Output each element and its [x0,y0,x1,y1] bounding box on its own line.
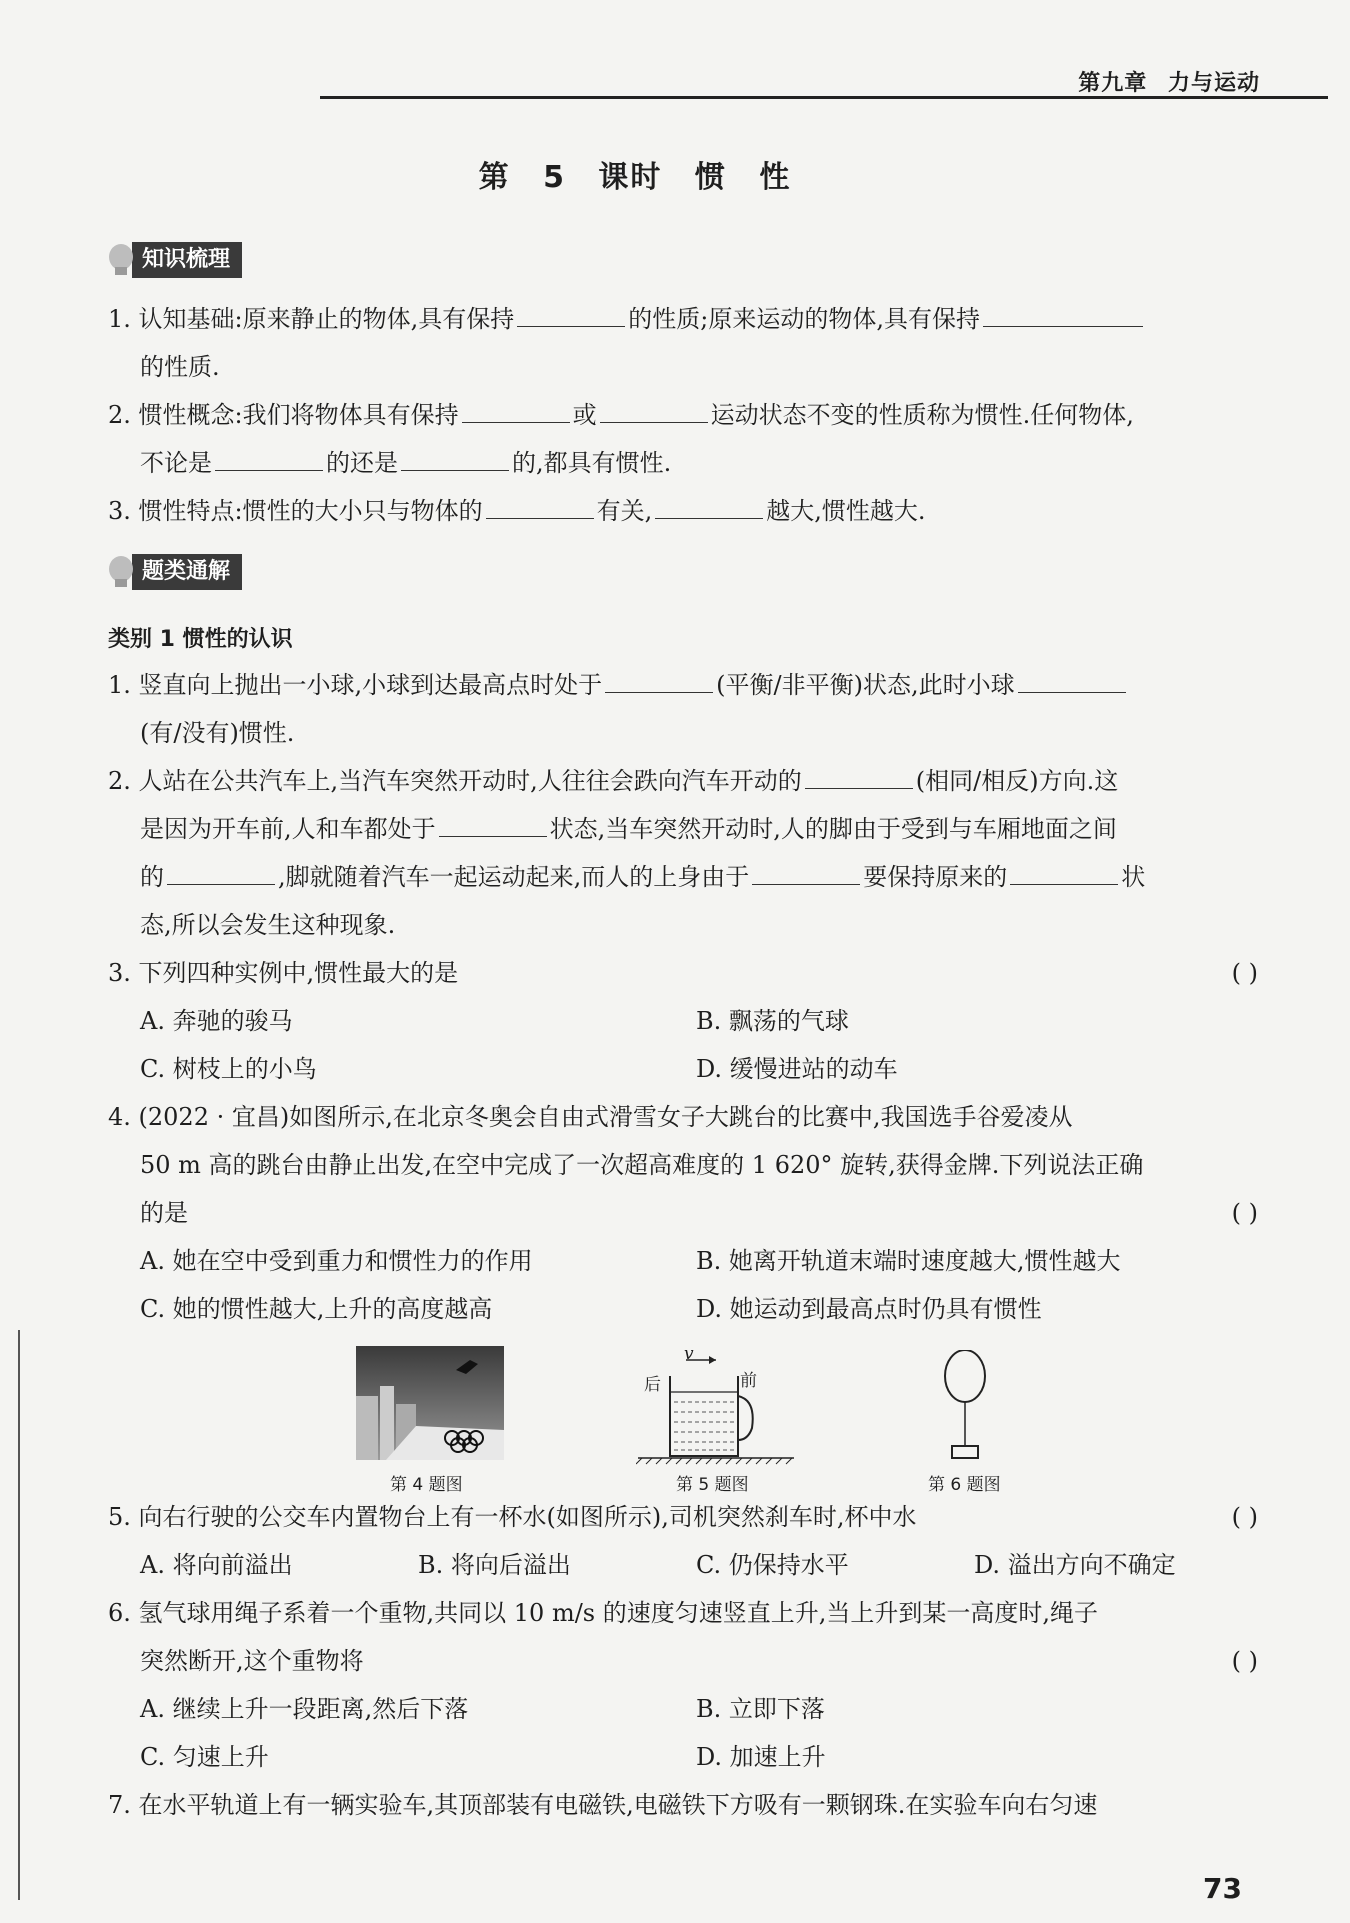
answer-paren[interactable]: ( ) [1231,1647,1258,1675]
answer-paren[interactable]: ( ) [1231,1503,1258,1531]
question-5: 5. 向右行驶的公交车内置物台上有一杯水(如图所示),司机突然刹车时,杯中水 [108,1503,917,1531]
question-2: 2. 人站在公共汽车上,当汽车突然开动时,人往往会跌向汽车开动的 (相同/相反)方向.这 [108,767,1119,795]
option-a[interactable]: A. 她在空中受到重力和惯性力的作用 [140,1247,533,1275]
question-3: 3. 下列四种实例中,惯性最大的是 [108,959,459,987]
option-d[interactable]: D. 加速上升 [696,1743,826,1771]
figure-5-caption: 第 5 题图 [676,1475,749,1495]
section-label: 知识梳理 [132,242,242,278]
question-2-cont-1: 是因为开车前,人和车都处于 状态,当车突然开动时,人的脚由于受到与车厢地面之间 [140,815,1117,843]
fill-blank[interactable] [401,448,509,471]
knowledge-item-2-cont: 不论是 的还是 的,都具有惯性. [140,449,672,477]
page-number: 73 [1203,1872,1242,1905]
fill-blank[interactable] [655,496,763,519]
fill-blank[interactable] [167,862,275,885]
lightbulb-icon [106,555,136,589]
front-label: 前 [740,1371,757,1391]
fill-blank[interactable] [1010,862,1118,885]
figure-4-photo [356,1346,504,1460]
answer-paren[interactable]: ( ) [1231,1199,1258,1227]
velocity-label: v [684,1344,694,1364]
chapter-title: 力与运动 [1167,71,1260,96]
option-a[interactable]: A. 将向前溢出 [140,1551,293,1579]
knowledge-item-1: 1. 认知基础:原来静止的物体,具有保持 的性质;原来运动的物体,具有保持 [108,304,1146,334]
answer-paren[interactable]: ( ) [1231,959,1258,987]
fill-blank[interactable] [805,766,913,789]
question-6-cont: 突然断开,这个重物将 [140,1647,364,1675]
question-4: 4. (2022 · 宜昌)如图所示,在北京冬奥会自由式滑雪女子大跳台的比赛中,我国选手谷爱凌从 [108,1103,1073,1131]
balloon-diagram-icon [940,1350,990,1460]
figure-6-caption: 第 6 题图 [928,1475,1001,1495]
section-label: 题类通解 [132,554,242,590]
category-title: 类别 1 惯性的认识 [108,627,293,652]
section-tag-exercises [106,550,242,594]
question-4-cont-2: 的是 [140,1199,188,1227]
back-label: 后 [644,1375,661,1395]
figure-4-caption: 第 4 题图 [390,1475,463,1495]
question-1-cont: (有/没有)惯性. [140,719,295,747]
fill-blank[interactable] [600,400,708,423]
option-c[interactable]: C. 仍保持水平 [696,1551,849,1579]
chapter-header [1078,66,1260,97]
fill-blank[interactable] [752,862,860,885]
water-cup-diagram-icon [636,1350,796,1466]
knowledge-item-3: 3. 惯性特点:惯性的大小只与物体的 有关, 越大,惯性越大. [108,497,926,525]
option-c[interactable]: C. 树枝上的小鸟 [140,1055,317,1083]
header-rule [320,96,1328,99]
page-title: 第 5 课时 惯 性 [478,160,792,195]
option-d[interactable]: D. 她运动到最高点时仍具有惯性 [696,1295,1042,1323]
fill-blank[interactable] [215,448,323,471]
question-1: 1. 竖直向上抛出一小球,小球到达最高点时处于 (平衡/非平衡)状态,此时小球 [108,670,1129,700]
option-c[interactable]: C. 她的惯性越大,上升的高度越高 [140,1295,493,1323]
question-4-cont-1: 50 m 高的跳台由静止出发,在空中完成了一次超高难度的 1 620° 旋转,获得金牌.下列说法正确 [140,1151,1144,1179]
knowledge-item-2: 2. 惯性概念:我们将物体具有保持 或 运动状态不变的性质称为惯性.任何物体, [108,401,1134,429]
ski-jump-photo-icon [356,1346,504,1460]
chapter-number: 第九章 [1078,71,1148,96]
question-2-cont-3: 态,所以会发生这种现象. [140,911,396,939]
question-2-cont-2: 的 ,脚就随着汽车一起运动起来,而人的上身由于 要保持原来的 状 [140,863,1146,891]
fill-blank[interactable] [517,304,625,327]
figure-5-diagram [636,1350,796,1466]
figure-6-diagram [940,1350,990,1460]
question-6: 6. 氢气球用绳子系着一个重物,共同以 10 m/s 的速度匀速竖直上升,当上升到某一高度时,绳子 [108,1599,1098,1627]
fill-blank[interactable] [462,400,570,423]
question-7: 7. 在水平轨道上有一辆实验车,其顶部装有电磁铁,电磁铁下方吸有一颗钢珠.在实验车向右匀速 [108,1791,1098,1819]
option-c[interactable]: C. 匀速上升 [140,1743,269,1771]
option-d[interactable]: D. 溢出方向不确定 [974,1551,1176,1579]
option-d[interactable]: D. 缓慢进站的动车 [696,1055,898,1083]
fill-blank[interactable] [1018,670,1126,693]
option-b[interactable]: B. 立即下落 [696,1695,825,1723]
fill-blank[interactable] [605,670,713,693]
option-a[interactable]: A. 奔驰的骏马 [140,1007,293,1035]
section-tag-knowledge [106,238,242,282]
option-a[interactable]: A. 继续上升一段距离,然后下落 [140,1695,469,1723]
binding-edge [18,1330,20,1900]
option-b[interactable]: B. 将向后溢出 [418,1551,571,1579]
lightbulb-icon [106,243,136,277]
option-b[interactable]: B. 她离开轨道末端时速度越大,惯性越大 [696,1247,1121,1275]
fill-blank[interactable] [486,496,594,519]
fill-blank[interactable] [983,304,1143,327]
option-b[interactable]: B. 飘荡的气球 [696,1007,849,1035]
knowledge-item-1-cont: 的性质. [140,353,220,381]
fill-blank[interactable] [439,814,547,837]
